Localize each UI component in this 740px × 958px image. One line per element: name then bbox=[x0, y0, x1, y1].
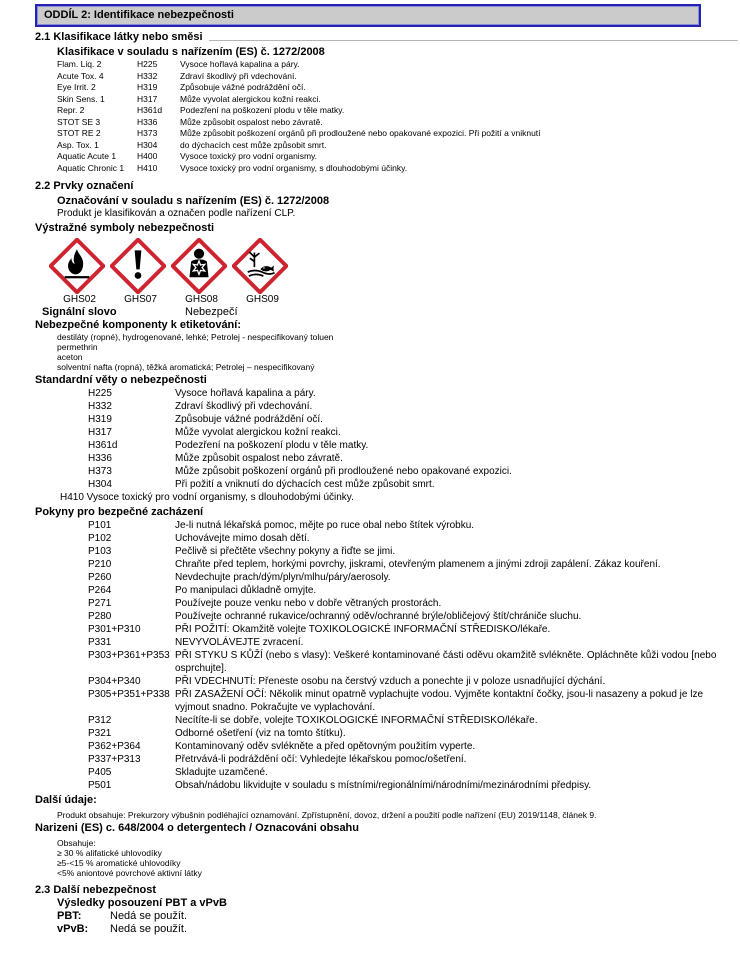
classification-row: Aquatic Chronic 1 H410 Vysoce toxický pro vodní organismy, s dlouhodobými účinky. bbox=[57, 162, 408, 173]
precaution-row: P260 Nevdechujte prach/dým/plyn/mlhu/páry/aerosoly. bbox=[88, 572, 391, 583]
pbt-row bbox=[57, 910, 740, 923]
section-2-1-heading: 2.1 Klasifikace látky nebo směsi bbox=[35, 31, 203, 43]
pbt-results-heading: Výsledky posouzení PBT a vPvB bbox=[57, 897, 227, 909]
classification-table bbox=[0, 59, 740, 174]
precaution-row: P312 Necítíte-li se dobře, volejte TOXIKOLOGICKÉ INFORMAČNÍ STŘEDISKO/lékaře. bbox=[88, 715, 538, 726]
ghs-code-label: GHS09 bbox=[246, 294, 279, 305]
vpvb-value: Nedá se použít. bbox=[110, 923, 188, 935]
section-2-title: ODDÍL 2: Identifikace nebezpečnosti bbox=[44, 9, 234, 21]
precaution-row: P303+P361+P353 PŘI STYKU S KŮŽÍ (nebo s vlasy): Veškeré kontaminované části oděvu okamžitě svlékněte. Opláchněte kůži vodou [nebo osprchujte]. bbox=[88, 650, 717, 674]
classification-row: Acute Tox. 4 H332 Zdraví škodlivý při vdechování. bbox=[57, 70, 297, 81]
classification-row: Aquatic Acute 1 H400 Vysoce toxický pro vodní organismy. bbox=[57, 151, 318, 161]
additional-data-text: Produkt obsahuje: Prekurzory výbušnin podléhající oznamování. Zpřístupnění, dovoz, držení a použití podle nařízení (EU) 2019/1148, článek 9. bbox=[57, 810, 597, 820]
precaution-statements-heading: Pokyny pro bezpečné zacházení bbox=[35, 506, 204, 518]
signal-word-value: Nebezpečí bbox=[185, 306, 238, 318]
hazard-components-heading: Nebezpečné komponenty k etiketování: bbox=[35, 319, 241, 331]
precaution-row: P331 NEVYVOLÁVEJTE zvracení. bbox=[88, 637, 304, 648]
ghs-code-labels bbox=[49, 294, 740, 306]
hazard-statement-row: H332 Zdraví škodlivý při vdechování. bbox=[88, 401, 313, 412]
classification-row: Flam. Liq. 2 H225 Vysoce hořlavá kapalina a páry. bbox=[57, 59, 300, 69]
labelling-subheading: Označování v souladu s nařízením (ES) č. 1272/2008 bbox=[57, 195, 330, 207]
hazard-statement-row: H361d Podezření na poškození plodu v těle matky. bbox=[88, 440, 369, 451]
precaution-row: P264 Po manipulaci důkladně omyjte. bbox=[88, 585, 317, 596]
classification-row: Asp. Tox. 1 H304 do dýchacích cest může způsobit smrt. bbox=[57, 139, 327, 150]
ghs-code-label: GHS02 bbox=[63, 294, 96, 305]
classification-row: STOT SE 3 H336 Může způsobit ospalost nebo závratě. bbox=[57, 116, 323, 127]
additional-data-heading: Další údaje: bbox=[35, 794, 97, 806]
section-2-3-heading: 2.3 Další nebezpečnost bbox=[35, 884, 157, 896]
hazard-statement-row: H336 Může způsobit ospalost nebo závratě. bbox=[88, 453, 343, 464]
ghs-code-label: GHS07 bbox=[124, 294, 157, 305]
flame-icon bbox=[49, 238, 105, 294]
hazard-statement-row: H373 Může způsobit poškození orgánů při prodloužené nebo opakované expozici. bbox=[88, 466, 512, 477]
contains-item: <5% aniontové povrchové aktivní látky bbox=[57, 868, 202, 878]
precaution-row: P321 Odborné ošetření (viz na tomto štítku). bbox=[88, 728, 346, 739]
precaution-row: P501 Obsah/nádobu likvidujte v souladu s místními/regionálními/národními/mezinárodními předpisy. bbox=[88, 780, 592, 791]
ghs-pictograms bbox=[49, 238, 740, 294]
hazard-statements-heading: Standardní věty o nebezpečnosti bbox=[35, 374, 207, 386]
pictograms-heading: Výstražné symboly nebezpečnosti bbox=[35, 222, 215, 234]
precaution-row: P337+P313 Přetrvává-li podráždění očí: Vyhledejte lékařskou pomoc/ošetření. bbox=[88, 754, 467, 765]
classification-row: STOT RE 2 H373 Může způsobit poškození orgánů při prodloužené nebo opakované expozici. Při požití a vniknutí bbox=[57, 128, 541, 138]
hazard-component: permethrin bbox=[57, 342, 98, 352]
signal-word-label: Signální slovo bbox=[42, 306, 117, 318]
exclamation-mark-icon bbox=[110, 238, 166, 294]
hazard-component: destiláty (ropné), hydrogenované, lehké; Petrolej - nespecifikovaný toluen bbox=[57, 332, 334, 342]
detergents-regulation-heading: Narizeni (ES) c. 648/2004 o detergentech / Oznacováni obsahu bbox=[35, 822, 359, 834]
precaution-row: P280 Používejte ochranné rukavice/ochranný oděv/ochranné brýle/obličejový štít/chrániče sluchu. bbox=[88, 611, 582, 622]
hazard-statement-row: H304 Při požití a vniknutí do dýchacích cest může způsobit smrt. bbox=[88, 479, 435, 490]
pbt-label: PBT: bbox=[57, 910, 82, 922]
classification-row: Skin Sens. 1 H317 Může vyvolat alergickou kožní reakci. bbox=[57, 93, 321, 104]
hazard-statement-inline: H410 Vysoce toxický pro vodní organismy, s dlouhodobými účinky. bbox=[60, 492, 354, 503]
contains-item: ≥5-<15 % aromatické uhlovodíky bbox=[57, 858, 181, 868]
precaution-row: P304+P340 PŘI VDECHNUTÍ: Přeneste osobu na čerstvý vzduch a ponechte ji v poloze usnadňující dýchání. bbox=[88, 676, 606, 687]
vpvb-label: vPvB: bbox=[57, 923, 89, 935]
environment-icon bbox=[232, 238, 288, 294]
precaution-row: P362+P364 Kontaminovaný oděv svlékněte a před opětovným použitím vyperte. bbox=[88, 741, 476, 752]
contains-block bbox=[0, 838, 740, 878]
precaution-row: P103 Pečlivě si přečtěte všechny pokyny a řiďte se jimi. bbox=[88, 546, 396, 557]
hazard-component: solventní nafta (ropná), těžká aromatická; Petrolej – nespecifikovaný bbox=[57, 362, 315, 372]
pbt-value: Nedá se použít. bbox=[110, 910, 188, 922]
classification-row: Eye Irrit. 2 H319 Způsobuje vážné podráždění očí. bbox=[57, 82, 306, 92]
heading-rule-line bbox=[209, 40, 738, 41]
precaution-row: P102 Uchovávejte mimo dosah dětí. bbox=[88, 533, 310, 544]
contains-item: ≥ 30 % alifatické uhlovodíky bbox=[57, 848, 162, 858]
classification-row: Repr. 2 H361d Podezření na poškození plodu v těle matky. bbox=[57, 105, 345, 115]
precaution-row: P301+P310 PŘI POŽITÍ: Okamžitě volejte TOXIKOLOGICKÉ INFORMAČNÍ STŘEDISKO/lékaře. bbox=[88, 624, 551, 635]
hazard-statement-row: H319 Způsobuje vážné podráždění očí. bbox=[88, 414, 323, 425]
section-2-header bbox=[35, 4, 701, 27]
precaution-row: P101 Je-li nutná lékařská pomoc, mějte po ruce obal nebo štítek výrobku. bbox=[88, 520, 475, 531]
hazard-statement-row: H317 Může vyvolat alergickou kožní reakci. bbox=[88, 427, 341, 438]
precaution-statements-list bbox=[0, 519, 740, 792]
signal-word-row bbox=[42, 306, 740, 319]
health-hazard-icon bbox=[171, 238, 227, 294]
ghs-code-label: GHS08 bbox=[185, 294, 218, 305]
vpvb-row bbox=[57, 923, 740, 936]
section-2-1-heading-row bbox=[0, 31, 738, 44]
labelling-text: Produkt je klasifikován a označen podle nařízení CLP. bbox=[57, 208, 296, 219]
hazard-statement-row: H225 Vysoce hořlavá kapalina a páry. bbox=[88, 388, 316, 399]
section-2-2-heading: 2.2 Prvky označení bbox=[35, 180, 134, 192]
precaution-row: P305+P351+P338 PŘI ZASAŽENÍ OČÍ: Několik minut opatrně vyplachujte vodou. Vyjměte kontaktní čočky, jsou-li nasazeny a pokud je lze vyjmout snadno. Pokračujte ve vyplachování. bbox=[88, 689, 704, 713]
precaution-row: P405 Skladujte uzamčené. bbox=[88, 767, 268, 778]
contains-label: Obsahuje: bbox=[57, 838, 96, 848]
precaution-row: P271 Používejte pouze venku nebo v dobře větraných prostorách. bbox=[88, 598, 442, 609]
hazard-component: aceton bbox=[57, 352, 83, 362]
precaution-row: P210 Chraňte před teplem, horkými povrchy, jiskrami, otevřeným plamenem a jinými zdroji zapálení. Zákaz kouření. bbox=[88, 559, 661, 570]
hazard-statements-list bbox=[0, 387, 740, 504]
classification-subheading: Klasifikace v souladu s nařízením (ES) č. 1272/2008 bbox=[57, 46, 325, 58]
